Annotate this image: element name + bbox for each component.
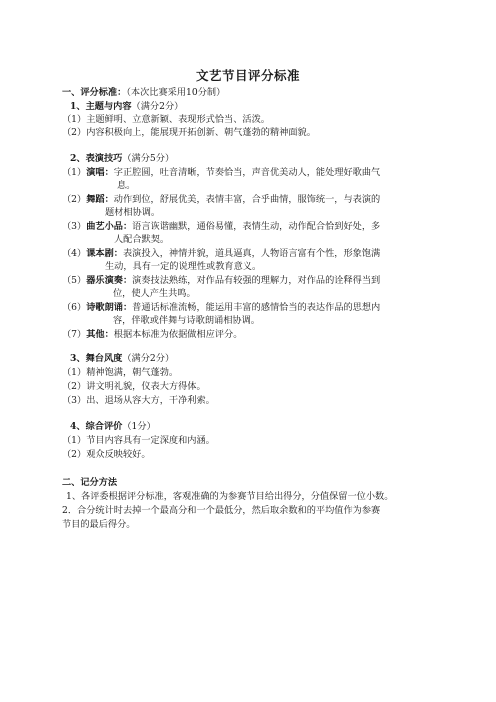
skill-item-number: （6） — [62, 302, 87, 313]
skill-item-poetry-cont: 容，伴歌或伴舞与诗歌朗诵相协调。 — [113, 315, 260, 326]
skill-item-label: 曲艺小品： — [86, 221, 133, 232]
skill-item-text: 语言诙谐幽默，通俗易懂，表情生动，动作配合恰到好处，多 — [132, 221, 381, 232]
skill-item-text: 普通话标准流畅，能运用丰富的感情恰当的表达作品的思想内 — [132, 302, 381, 313]
skill-item-number: （2） — [62, 194, 87, 205]
overall-heading: 4、综合评价 — [70, 421, 123, 432]
skill-item-text: 表演投入，神情并貌，道具逼真，人物语言富有个性，形象饱满 — [122, 248, 381, 259]
document-title: 文艺节目评分标准 — [195, 68, 300, 83]
skill-item-text: 动作到位，舒展优美，表情丰富，合乎曲情，服饰统一，与表演的 — [113, 194, 381, 205]
skill-heading: 2、表演技巧 — [70, 153, 123, 164]
overall-score: （1分） — [122, 421, 156, 432]
skill-item-instrument — [62, 274, 380, 287]
skill-item-singing-cont: 息。 — [117, 180, 136, 191]
topic-heading-line — [70, 100, 183, 113]
skill-item-number: （1） — [62, 167, 87, 178]
section2-paragraph-1: 1、各评委根据评分标准，客观准确的为参赛节目给出得分，分值保留一位小数。 — [66, 491, 394, 502]
overall-heading-line — [70, 420, 156, 433]
skill-item-text: 根据本标准为依据做相应评分。 — [113, 329, 243, 340]
stage-item-2: （2）讲文明礼貌，仪表大方得体。 — [62, 381, 206, 392]
section1-note: （本次比赛采用10分制） — [126, 87, 226, 98]
stage-item-1: （1）精神饱满，朝气蓬勃。 — [62, 367, 179, 378]
skill-item-number: （4） — [62, 248, 87, 259]
skill-item-number: （7） — [62, 329, 87, 340]
skill-item-dance — [62, 193, 380, 206]
topic-heading: 1、主题与内容 — [70, 101, 132, 112]
overall-item-2: （2）观众反映较好。 — [62, 449, 151, 460]
stage-heading-line — [70, 352, 174, 365]
overall-item-1: （1）节目内容具有一定深度和内涵。 — [62, 435, 215, 446]
skill-item-number: （3） — [62, 221, 87, 232]
skill-item-drama — [62, 247, 380, 260]
skill-item-poetry — [62, 301, 380, 314]
skill-item-label: 器乐演奏： — [86, 275, 133, 286]
skill-item-dance-cont: 题材相协调。 — [105, 207, 161, 218]
skill-item-sketch — [62, 220, 380, 233]
skill-item-text: 演奏技法熟练，对作品有较强的理解力，对作品的诠释得当到 — [132, 275, 381, 286]
skill-item-number: （5） — [62, 275, 87, 286]
section2-paragraph-2-cont: 节目的最后得分。 — [62, 519, 136, 530]
skill-item-singing — [62, 166, 380, 179]
stage-item-3: （3）出、退场从容大方，干净利索。 — [62, 395, 215, 406]
section2-paragraph-2: 2．合分统计时去掉一个最高分和一个最低分，然后取余数和的平均值作为参赛 — [62, 505, 381, 516]
skill-item-label: 诗歌朗诵： — [86, 302, 133, 313]
skill-item-label: 舞蹈： — [86, 194, 114, 205]
section2-heading: 二、记分方法 — [62, 477, 118, 488]
topic-item-2: （2）内容积极向上，能展现开拓创新、朝气蓬勃的精神面貌。 — [62, 127, 316, 138]
section1-heading: 一、评分标准： — [62, 87, 127, 98]
skill-item-label: 演唱： — [86, 167, 114, 178]
skill-item-label: 课本剧： — [86, 248, 123, 259]
section1-heading-line — [62, 86, 225, 99]
skill-item-drama-cont: 生动，具有一定的说理性或教育意义。 — [105, 261, 262, 272]
skill-score: （满分5分） — [122, 153, 175, 164]
skill-item-label: 其他： — [86, 329, 114, 340]
stage-score: （满分2分） — [122, 353, 175, 364]
skill-item-instrument-cont: 位，使人产生共鸣。 — [113, 288, 196, 299]
topic-score: （满分2分） — [131, 101, 184, 112]
stage-heading: 3、舞台风度 — [70, 353, 123, 364]
skill-item-other — [62, 328, 242, 341]
skill-item-sketch-cont: 人配合默契。 — [114, 234, 170, 245]
skill-heading-line — [70, 152, 174, 165]
skill-item-text: 字正腔圆，吐音清晰，节奏恰当，声音优美动人，能处理好歌曲气 — [113, 167, 381, 178]
topic-item-1: （1）主题鲜明、立意新颖、表现形式恰当、活泼。 — [62, 114, 270, 125]
